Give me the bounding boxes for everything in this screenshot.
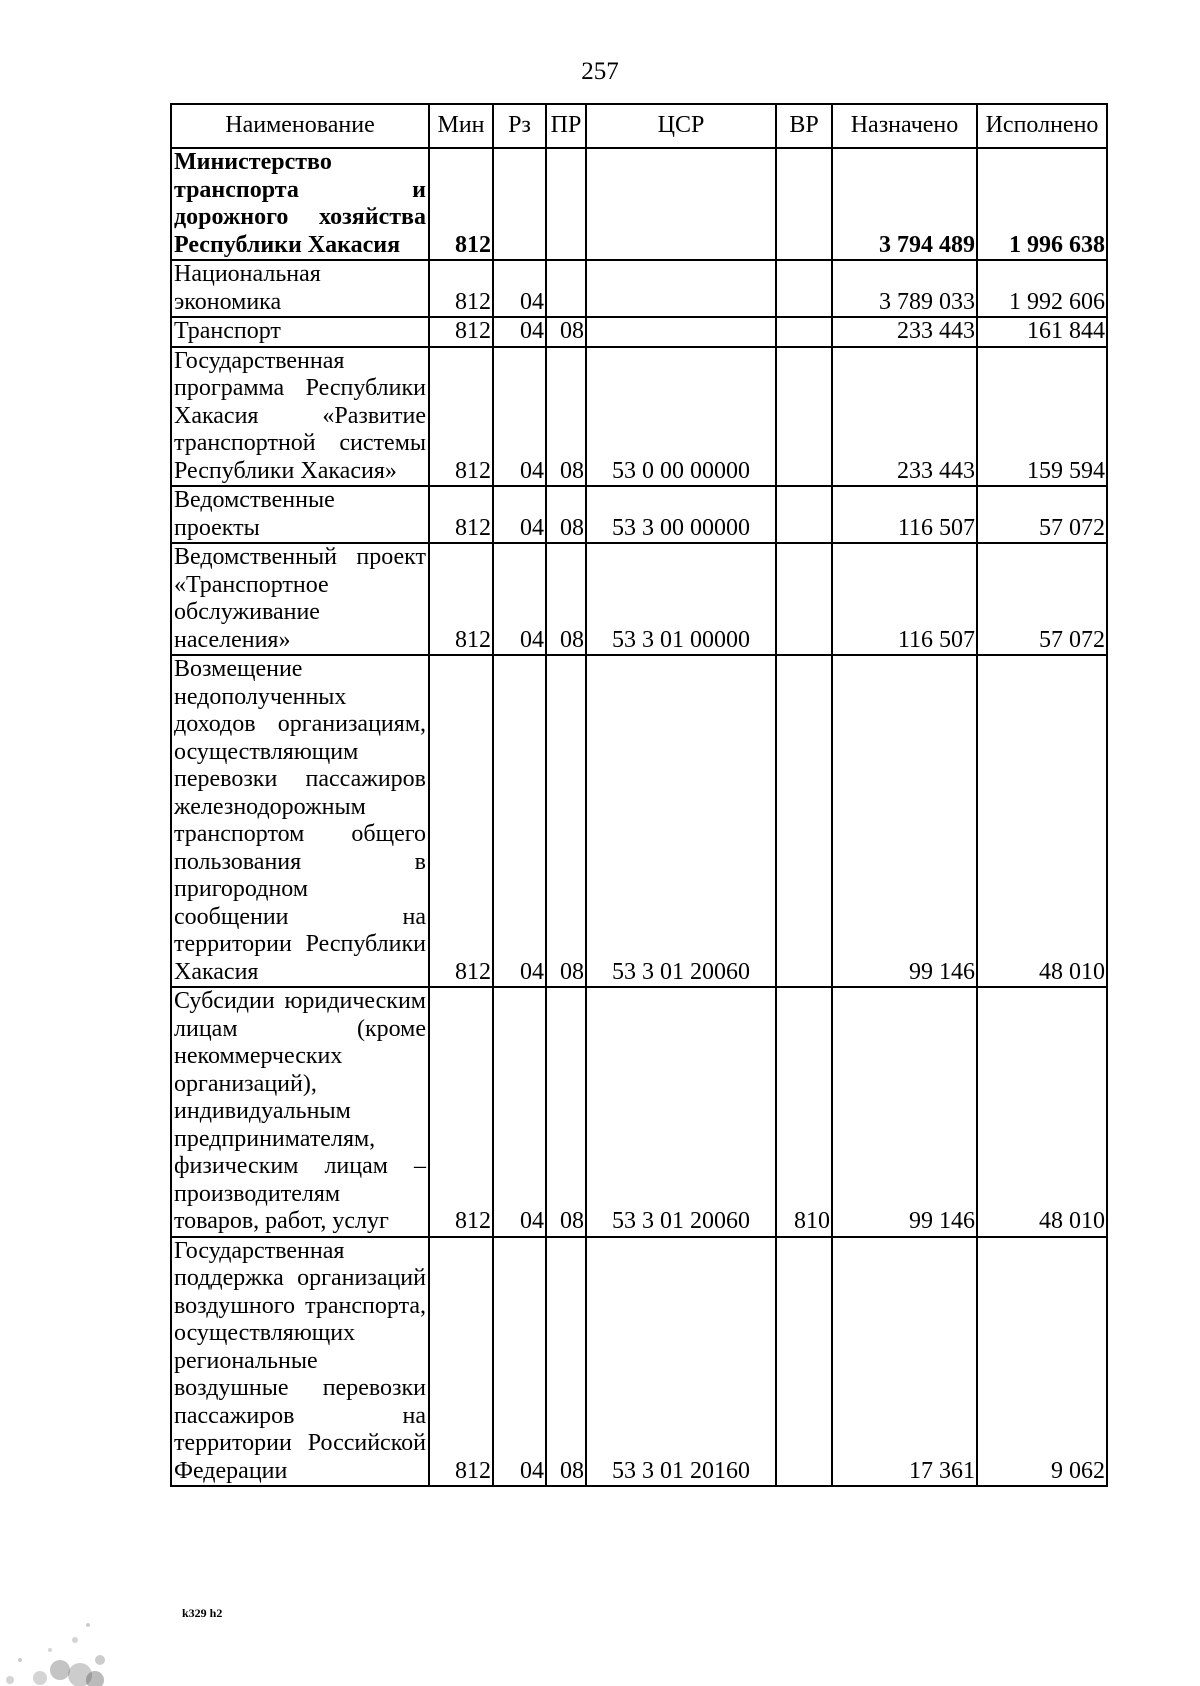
row-assigned: 116 507 (832, 543, 977, 655)
row-name: Национальная экономика (171, 260, 429, 317)
row-executed: 57 072 (977, 486, 1107, 543)
budget-table (170, 103, 1108, 1487)
header-row (171, 104, 1107, 148)
row-pr (546, 148, 586, 260)
row-assigned: 99 146 (832, 987, 977, 1237)
row-min: 812 (429, 260, 493, 317)
row-pr: 08 (546, 655, 586, 987)
row-name: Государственная программа Республики Хакасия «Развитие транспортной системы Республики Хакасия» (171, 347, 429, 487)
row-csr (586, 148, 776, 260)
row-pr: 08 (546, 486, 586, 543)
row-executed: 159 594 (977, 347, 1107, 487)
row-assigned: 233 443 (832, 347, 977, 487)
row-csr: 53 3 00 00000 (586, 486, 776, 543)
row-name: Государственная поддержка организаций воздушного транспорта, осуществляющих региональные воздушные перевозки пассажиров на территории Российской Федерации (171, 1237, 429, 1487)
row-rz: 04 (493, 486, 546, 543)
row-min: 812 (429, 347, 493, 487)
row-csr: 53 3 01 00000 (586, 543, 776, 655)
scan-noise-smudge (0, 1580, 115, 1686)
row-rz: 04 (493, 987, 546, 1237)
header-rz: Рз (493, 104, 546, 148)
row-executed: 48 010 (977, 655, 1107, 987)
row-rz: 04 (493, 543, 546, 655)
row-vr (776, 347, 832, 487)
footer-code: k329 h2 (182, 1606, 223, 1620)
row-csr: 53 3 01 20060 (586, 655, 776, 987)
row-pr: 08 (546, 987, 586, 1237)
row-vr (776, 1237, 832, 1487)
row-vr (776, 486, 832, 543)
row-assigned: 3 789 033 (832, 260, 977, 317)
row-name: Ведомственный проект «Транспортное обслуживание населения» (171, 543, 429, 655)
row-pr: 08 (546, 317, 586, 347)
row-name: Субсидии юридическим лицам (кроме некоммерческих организаций), индивидуальным предпринимателям, физическим лицам – производителям товаров, работ, услуг (171, 987, 429, 1237)
table-row (171, 655, 1107, 987)
row-csr: 53 3 01 20160 (586, 1237, 776, 1487)
row-min: 812 (429, 486, 493, 543)
header-csr: ЦСР (586, 104, 776, 148)
table-row (171, 148, 1107, 260)
header-pr: ПР (546, 104, 586, 148)
row-executed: 57 072 (977, 543, 1107, 655)
row-min: 812 (429, 317, 493, 347)
row-assigned: 17 361 (832, 1237, 977, 1487)
row-csr (586, 317, 776, 347)
row-rz: 04 (493, 260, 546, 317)
row-pr: 08 (546, 1237, 586, 1487)
row-executed: 161 844 (977, 317, 1107, 347)
header-executed: Исполнено (977, 104, 1107, 148)
row-vr (776, 260, 832, 317)
row-executed: 48 010 (977, 987, 1107, 1237)
row-executed: 1 992 606 (977, 260, 1107, 317)
row-min: 812 (429, 148, 493, 260)
row-name: Ведомственные проекты (171, 486, 429, 543)
row-vr (776, 317, 832, 347)
row-name: Министерство транспорта и дорожного хозяйства Республики Хакасия (171, 148, 429, 260)
table-row (171, 543, 1107, 655)
page-number: 257 (581, 58, 619, 85)
row-assigned: 3 794 489 (832, 148, 977, 260)
row-vr (776, 148, 832, 260)
row-assigned: 233 443 (832, 317, 977, 347)
row-executed: 9 062 (977, 1237, 1107, 1487)
row-rz: 04 (493, 1237, 546, 1487)
header-vr: ВР (776, 104, 832, 148)
header-name: Наименование (171, 104, 429, 148)
row-assigned: 99 146 (832, 655, 977, 987)
table-row (171, 486, 1107, 543)
table-row (171, 260, 1107, 317)
table-row (171, 347, 1107, 487)
row-executed: 1 996 638 (977, 148, 1107, 260)
row-csr (586, 260, 776, 317)
row-vr (776, 543, 832, 655)
row-name: Транспорт (171, 317, 429, 347)
row-pr: 08 (546, 347, 586, 487)
row-min: 812 (429, 655, 493, 987)
header-min: Мин (429, 104, 493, 148)
row-name: Возмещение недополученных доходов организациям, осуществляющим перевозки пассажиров железнодорожным транспортом общего пользования в пригородном сообщении на территории Республики Хакасия (171, 655, 429, 987)
row-vr (776, 655, 832, 987)
row-min: 812 (429, 1237, 493, 1487)
row-assigned: 116 507 (832, 486, 977, 543)
row-vr: 810 (776, 987, 832, 1237)
table-row (171, 987, 1107, 1237)
row-pr (546, 260, 586, 317)
row-rz: 04 (493, 347, 546, 487)
row-rz: 04 (493, 317, 546, 347)
row-csr: 53 0 00 00000 (586, 347, 776, 487)
row-csr: 53 3 01 20060 (586, 987, 776, 1237)
row-min: 812 (429, 987, 493, 1237)
table-row (171, 1237, 1107, 1487)
table-row (171, 317, 1107, 347)
row-min: 812 (429, 543, 493, 655)
row-pr: 08 (546, 543, 586, 655)
row-rz: 04 (493, 655, 546, 987)
header-assigned: Назначено (832, 104, 977, 148)
row-rz (493, 148, 546, 260)
